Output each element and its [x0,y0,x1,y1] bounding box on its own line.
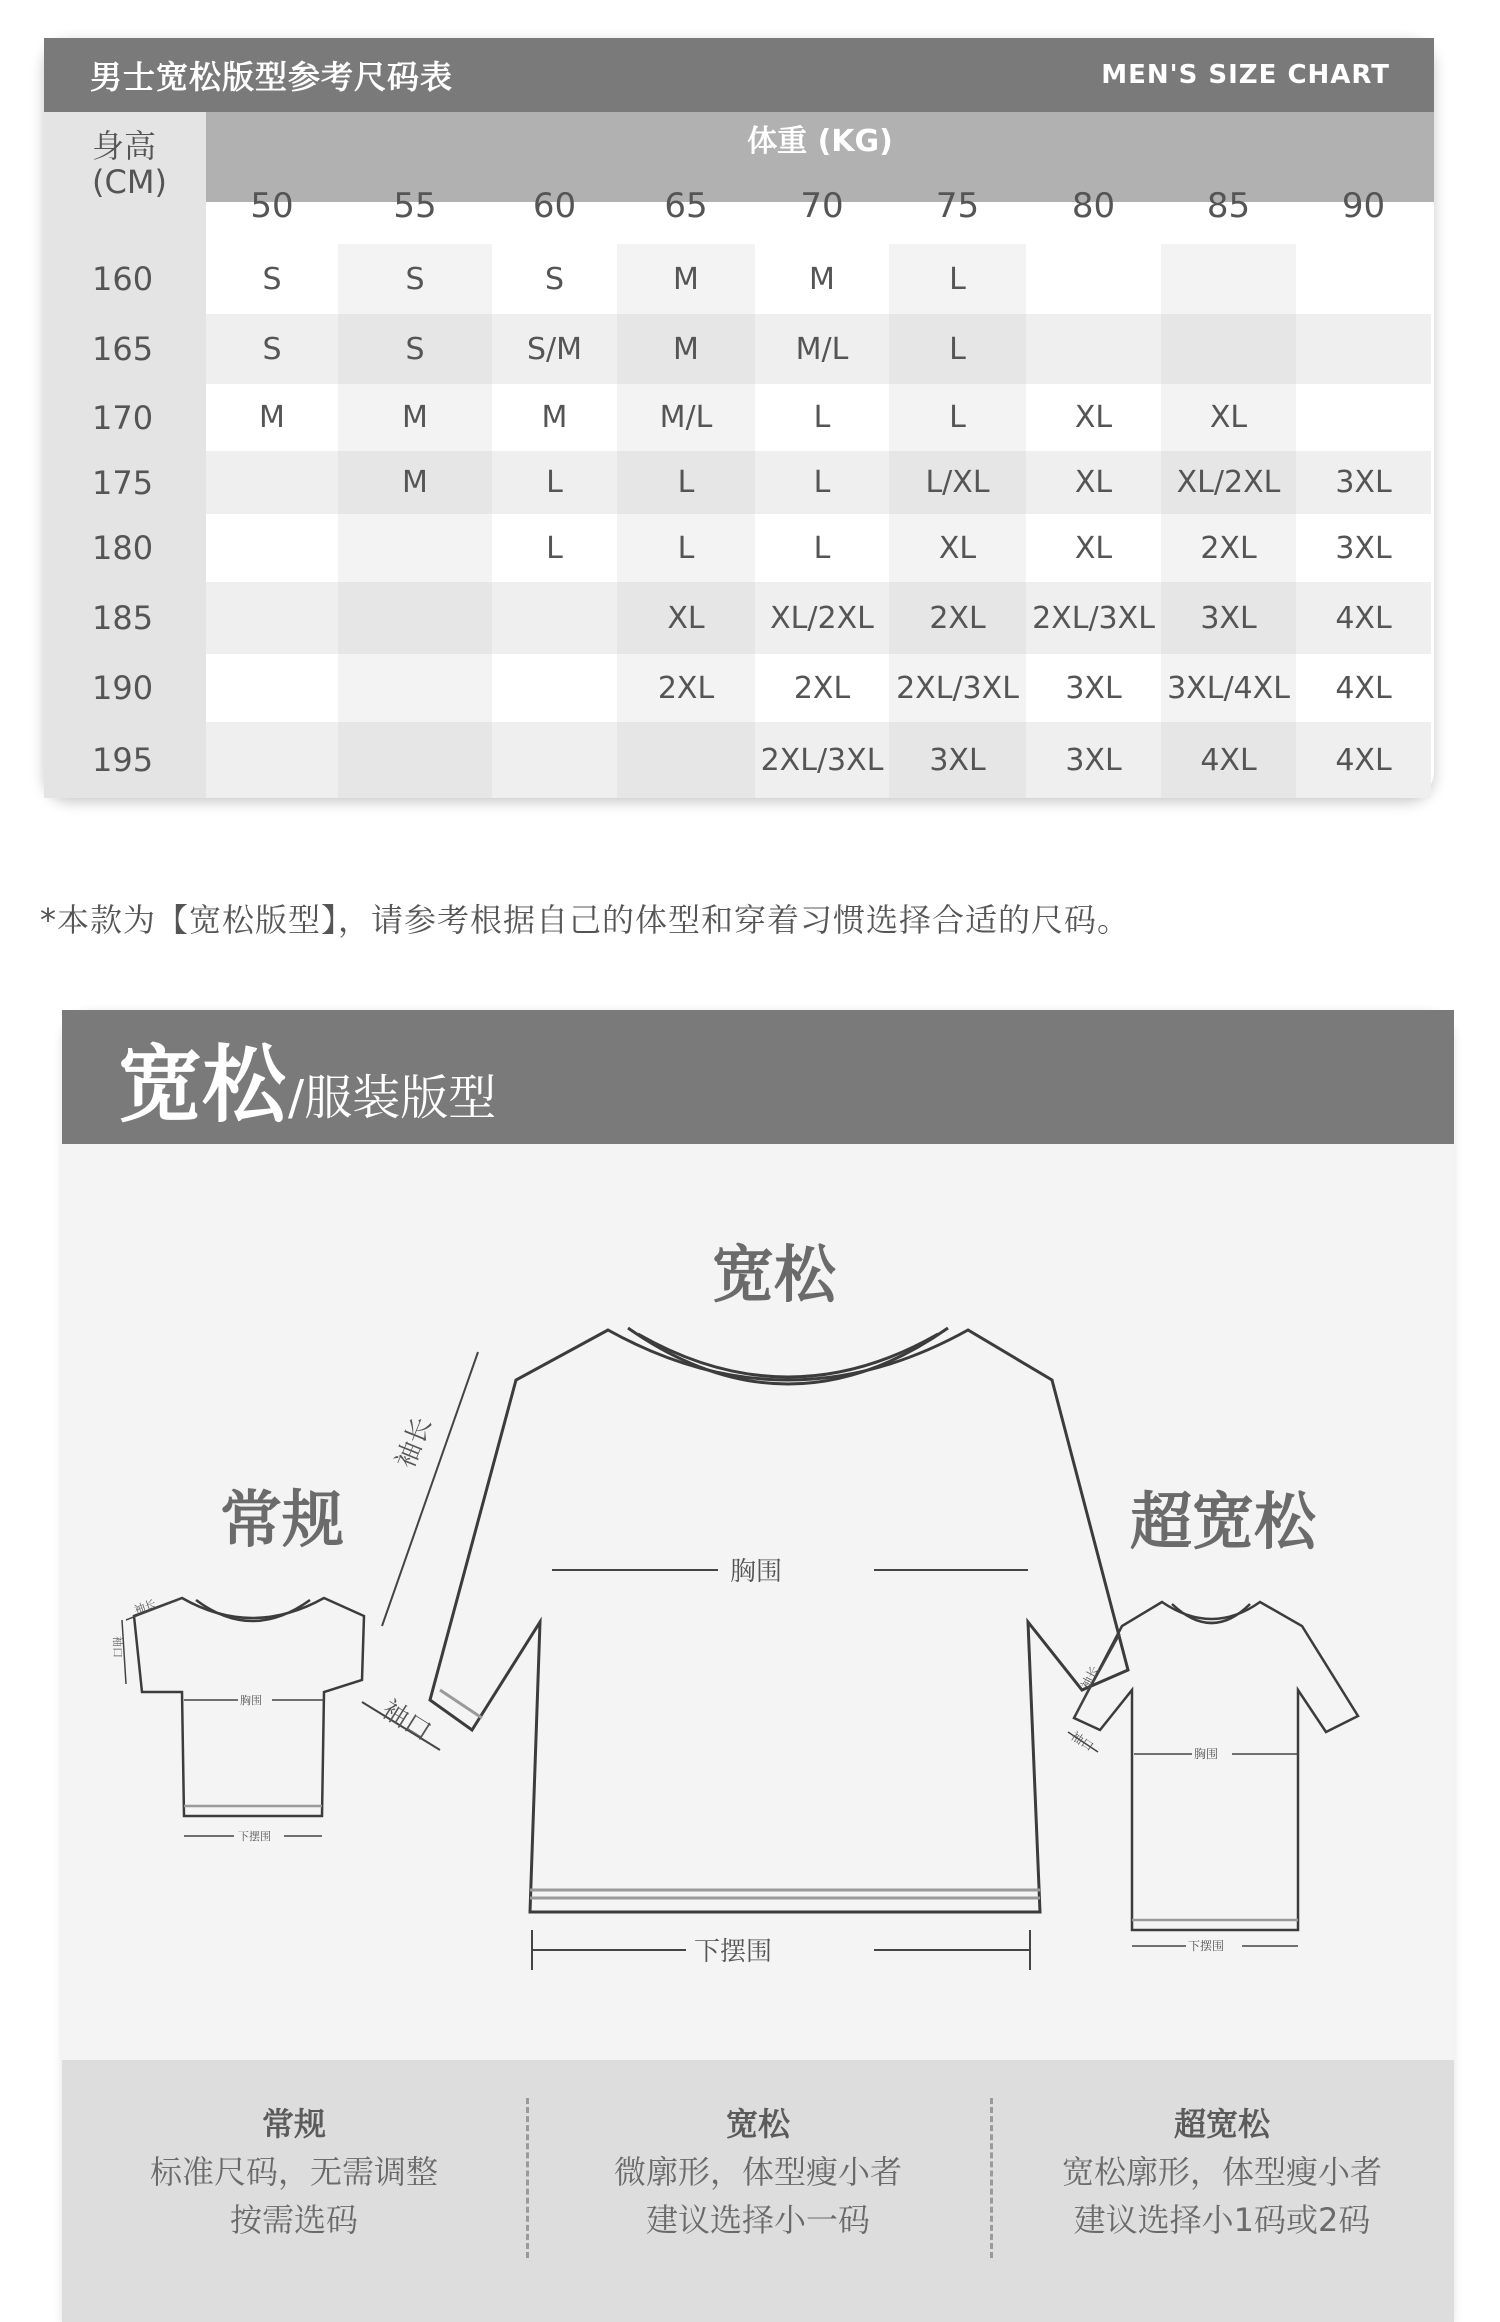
size-cell [338,654,492,722]
size-cell: L [755,451,889,514]
size-cell: 4XL [1296,722,1431,798]
size-cell [1296,384,1431,451]
size-table [44,244,1434,798]
weight-value: 60 [532,186,577,226]
height-value: 190 [44,654,206,722]
size-cell [492,722,617,798]
size-cell [206,722,338,798]
size-cell [492,582,617,654]
regular-chest-measure-label: 胸围 [240,1694,262,1707]
size-cell: M [206,384,338,451]
size-chart-title-en: MEN'S SIZE CHART [1101,60,1390,90]
label-regular: 常规 [220,1483,345,1556]
size-cell [206,451,338,514]
size-cell: 2XL/3XL [889,654,1026,722]
height-label-line2: (CM) [92,163,167,201]
cuff-measure-label: 袖口 [376,1694,437,1748]
size-cell: 3XL [1296,514,1431,582]
footer-line1-loose: 微廓形，体型瘦小者 [613,2153,902,2191]
size-cell [1161,244,1296,314]
footer-col-regular [62,2060,526,2322]
fit-type-card [62,1010,1454,2322]
chest-measure-label: 胸围 [730,1557,783,1587]
size-cell: XL [1161,384,1296,451]
size-cell [1296,244,1431,314]
size-cell: 2XL [755,654,889,722]
size-cell: XL [1026,384,1161,451]
weight-value: 55 [393,186,437,226]
size-cell [1161,314,1296,384]
fit-footer [62,2060,1454,2322]
size-cell: XL/2XL [1161,451,1296,514]
height-value: 175 [44,451,206,514]
size-cell [206,514,338,582]
oversize-hem-measure-label: 下摆围 [1188,1939,1225,1953]
height-value: 170 [44,384,206,451]
size-cell: 3XL [1161,582,1296,654]
size-cell: M [617,244,755,314]
size-cell [338,722,492,798]
size-cell: 3XL/4XL [1161,654,1296,722]
fit-header [62,1010,1454,1144]
footer-line1-oversize: 宽松廓形，体型瘦小者 [1061,2153,1382,2191]
size-cell: 3XL [889,722,1026,798]
footer-line2-loose: 建议选择小一码 [645,2201,870,2239]
size-cell: L [617,514,755,582]
size-cell: 2XL/3XL [1026,582,1161,654]
size-cell: 3XL [1026,654,1161,722]
label-oversize: 超宽松 [1130,1485,1317,1558]
size-cell: S [338,244,492,314]
height-value: 185 [44,582,206,654]
weight-value: 70 [800,186,844,226]
size-cell: 4XL [1296,582,1431,654]
weight-value: 85 [1206,186,1251,226]
regular-sleeve-length-measure-label: 袖长 [132,1597,158,1617]
size-cell: L [889,384,1026,451]
regular-hem-measure-label: 下摆围 [238,1830,271,1843]
size-cell: M [338,384,492,451]
label-loose: 宽松 [712,1238,837,1311]
size-cell: M/L [617,384,755,451]
height-label-line1: 身高 [92,127,157,165]
hem-measure-label: 下摆围 [694,1937,773,1967]
footer-line2-regular: 按需选码 [229,2201,358,2239]
size-cell: L [492,451,617,514]
size-cell: 2XL/3XL [755,722,889,798]
size-chart-title: 男士宽松版型参考尺码表 [90,58,454,96]
size-cell: S [206,244,338,314]
size-cell: L [492,514,617,582]
fit-title: 宽松 [118,1036,287,1134]
size-cell [206,582,338,654]
size-cell [1026,244,1161,314]
regular-tshirt-icon [112,1580,412,1960]
fit-subtitle: /服装版型 [288,1070,497,1126]
footer-col-oversize [990,2060,1454,2322]
size-cell: S [206,314,338,384]
size-cell: 3XL [1296,451,1431,514]
height-value: 160 [44,244,206,314]
weight-values-row [206,166,1434,246]
size-cell: 3XL [1026,722,1161,798]
footer-title-regular: 常规 [261,2105,326,2143]
oversize-tshirt-icon [1052,1590,1382,1970]
size-cell: S [338,314,492,384]
footer-title-loose: 宽松 [725,2105,790,2143]
weight-value: 75 [935,186,980,226]
size-chart-card [44,38,1434,798]
height-value: 180 [44,514,206,582]
weight-value: 80 [1071,186,1116,226]
weight-value: 65 [664,186,708,226]
size-cell [492,654,617,722]
size-cell [617,722,755,798]
size-cell: M [755,244,889,314]
size-chart-header [44,38,1434,112]
oversize-chest-measure-label: 胸围 [1194,1747,1219,1761]
height-value: 195 [44,722,206,798]
oversize-cuff-measure-label: 袖口 [1068,1728,1097,1754]
footer-line1-regular: 标准尺码，无需调整 [149,2153,438,2191]
footer-title-oversize: 超宽松 [1173,2105,1270,2143]
size-cell: M [492,384,617,451]
size-cell [338,582,492,654]
weight-value: 50 [250,186,294,226]
oversize-sleeve-length-measure-label: 袖长 [1078,1663,1102,1692]
size-cell: M [617,314,755,384]
height-value: 165 [44,314,206,384]
size-cell [1026,314,1161,384]
regular-cuff-measure-label: 袖口 [111,1636,124,1658]
footer-line2-oversize: 建议选择小1码或2码 [1073,2201,1371,2239]
size-cell: XL [1026,514,1161,582]
size-cell: L [889,244,1026,314]
fit-note: *本款为【宽松版型】，请参考根据自己的体型和穿着习惯选择合适的尺码。 [40,901,1131,939]
size-cell: XL/2XL [755,582,889,654]
size-cell: S [492,244,617,314]
size-cell: L [755,514,889,582]
size-cell [1296,314,1431,384]
size-cell: L/XL [889,451,1026,514]
size-cell: 2XL [617,654,755,722]
size-cell: M [338,451,492,514]
footer-col-loose [526,2060,990,2322]
size-cell: L [617,451,755,514]
size-cell: L [889,314,1026,384]
size-cell: M/L [755,314,889,384]
size-cell [338,514,492,582]
size-cell: 2XL [889,582,1026,654]
size-cell: XL [889,514,1026,582]
size-cell: 2XL [1161,514,1296,582]
loose-tshirt-icon [376,1310,1152,2010]
size-cell: 4XL [1296,654,1431,722]
size-cell: S/M [492,314,617,384]
size-cell: 4XL [1161,722,1296,798]
size-cell: XL [617,582,755,654]
size-cell: L [755,384,889,451]
weight-value: 90 [1341,186,1386,226]
weight-label: 体重 (KG) [747,124,893,159]
size-cell [206,654,338,722]
sleeve-length-measure-label: 袖长 [390,1413,438,1473]
size-cell: XL [1026,451,1161,514]
